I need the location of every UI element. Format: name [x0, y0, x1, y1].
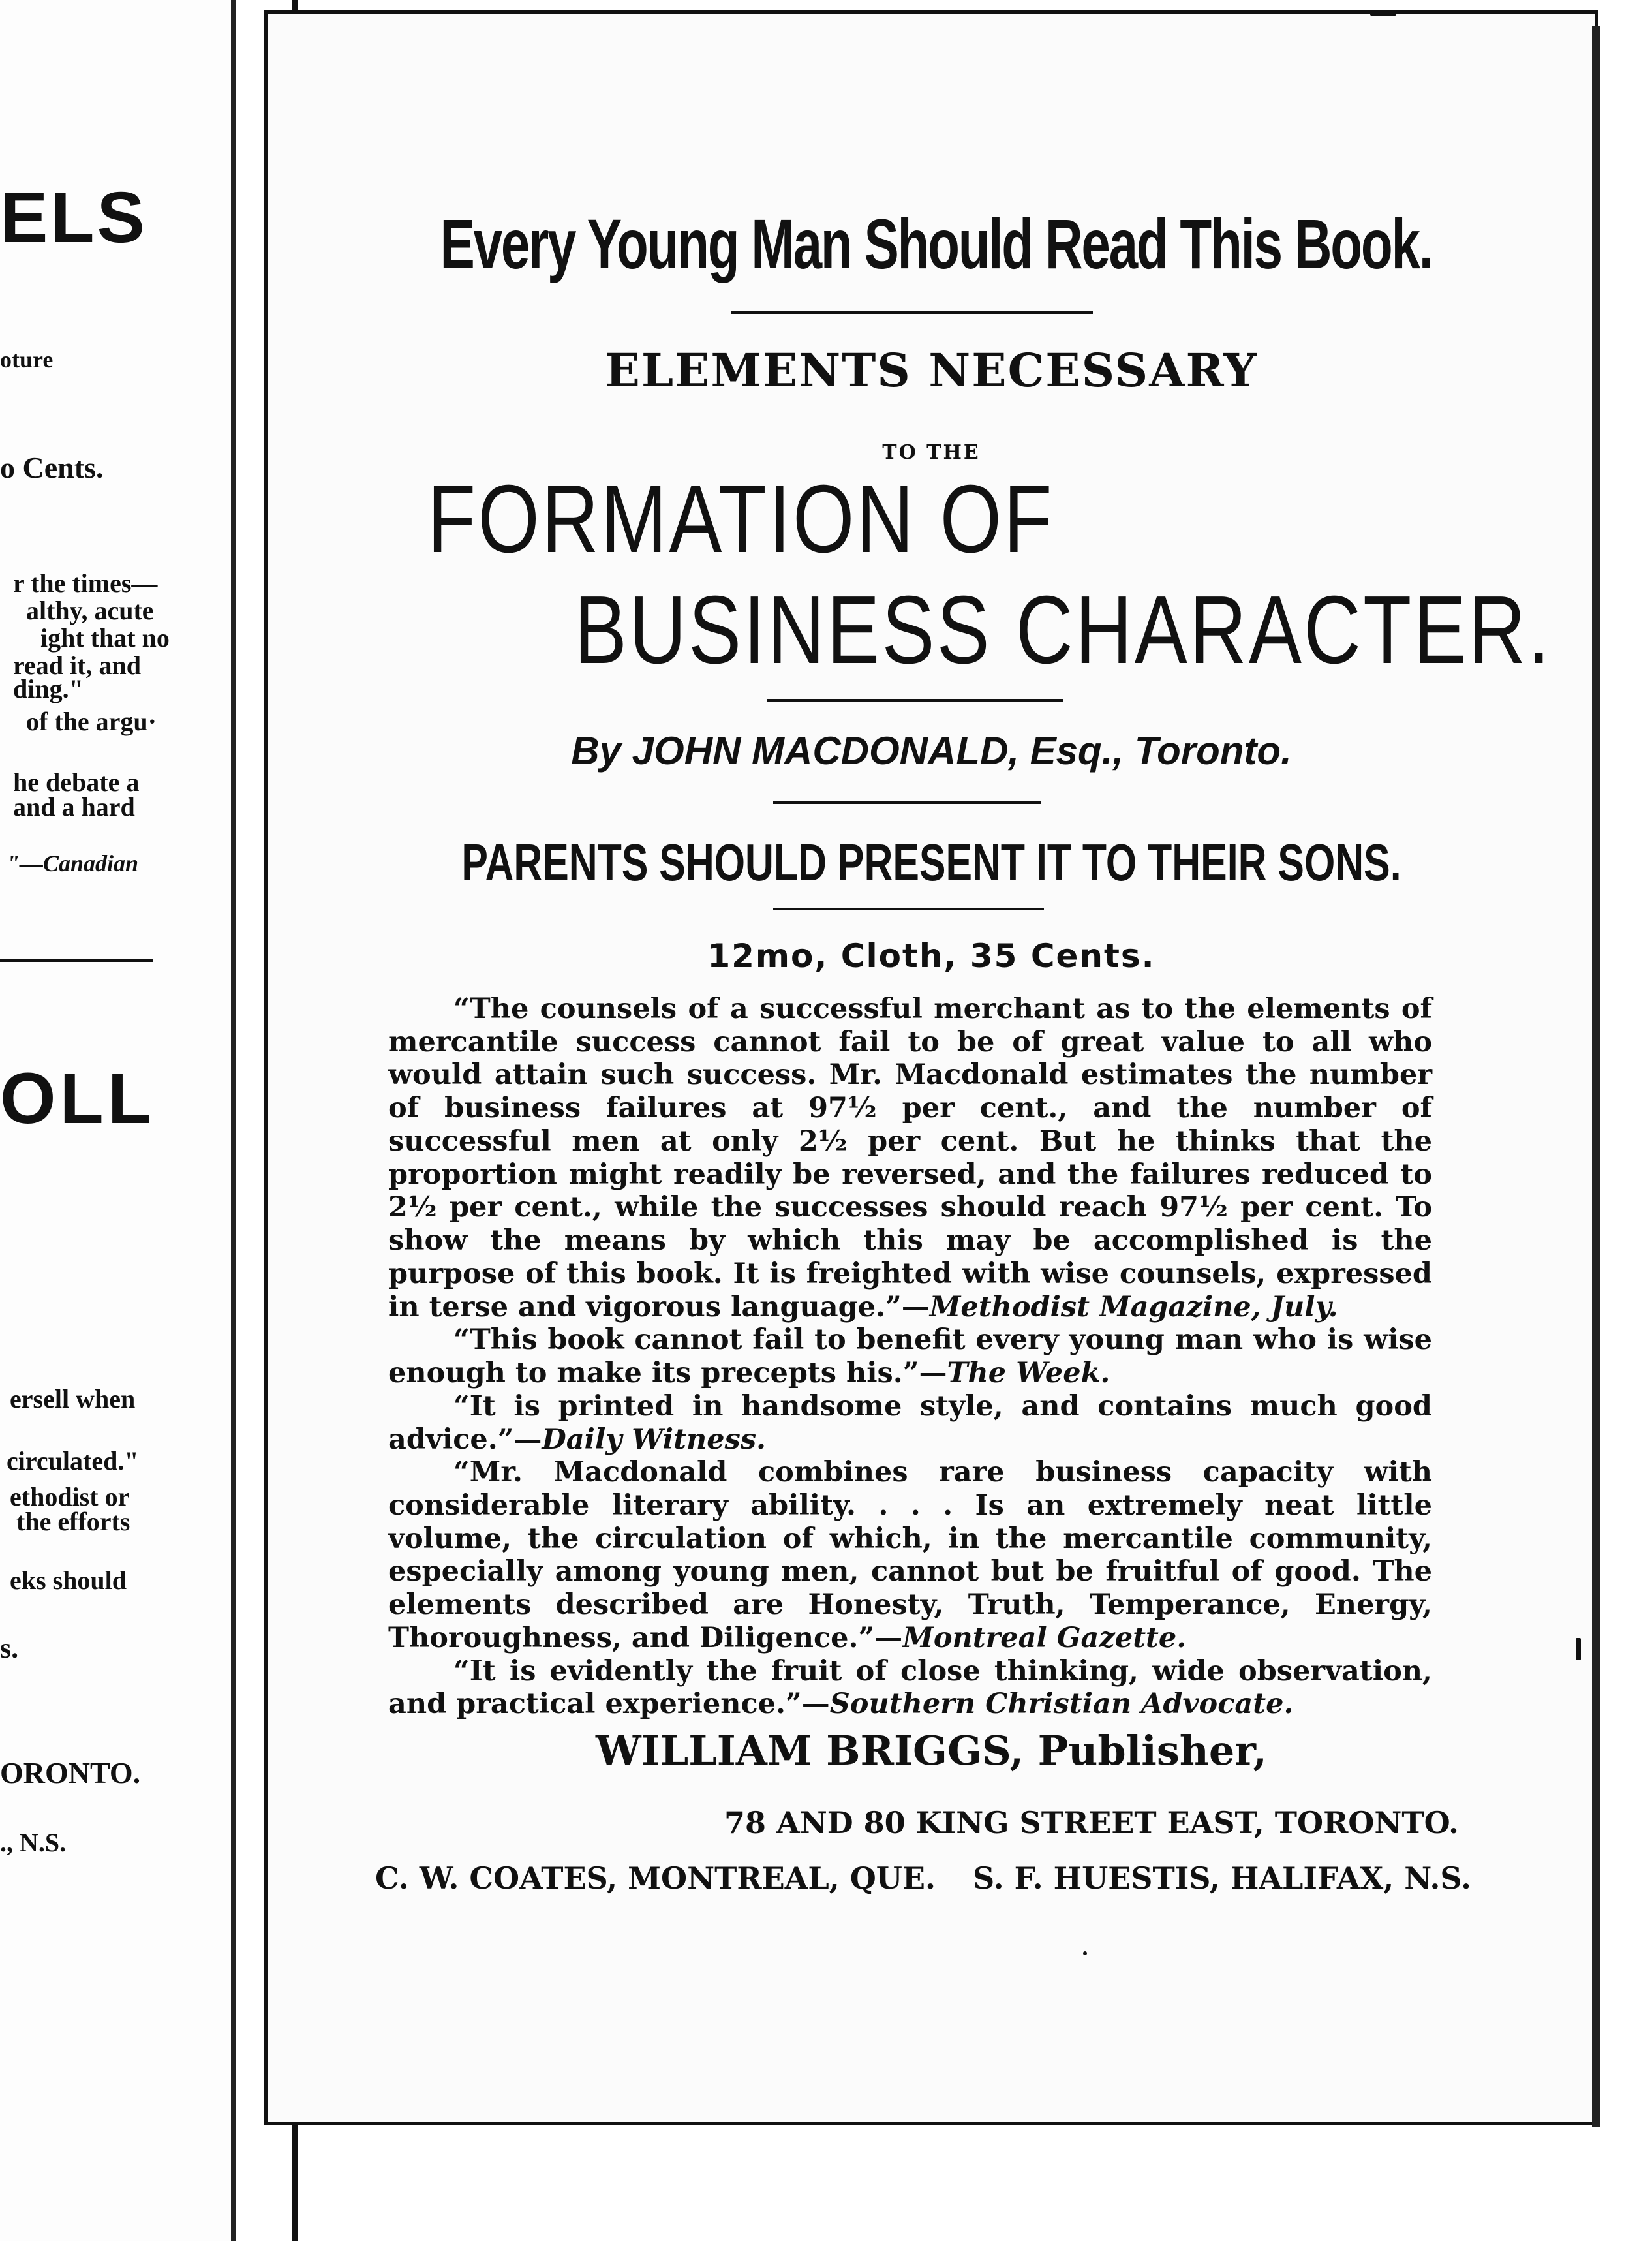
reviews-block [388, 993, 1432, 1721]
headline-rule [731, 311, 1093, 314]
left-page-fragment: o Cents. [0, 451, 104, 484]
review-text: “Mr. Macdonald combines rare business capacity with considerable literary ability. . . . Is an extremely neat little volume, the circulation of which, in the mercantile community, especially among young men, cannot but be fruitful of good. The elements described are Honesty, Truth, Temperance, Energy, Thoroughness, and Diligence.”— [388, 1456, 1432, 1654]
scan-speck [1083, 1951, 1087, 1955]
publisher-address: 78 AND 80 KING STREET EAST, TORONTO. [724, 1805, 1460, 1840]
left-page-fragment: circulated." [7, 1446, 139, 1476]
left-page-edge [231, 0, 236, 2241]
parents-line: PARENTS SHOULD PRESENT IT TO THEIR SONS. [461, 833, 1401, 891]
author-line: By JOHN MACDONALD, Esq., Toronto. [571, 729, 1292, 773]
left-page-fragment: read it, and [13, 651, 141, 680]
left-page-fragment: ersell when [10, 1384, 136, 1414]
agent-halifax: S. F. HUESTIS, HALIFAX, N.S. [973, 1861, 1471, 1896]
left-page-fragment: the efforts [16, 1507, 130, 1536]
left-page-fragment: r the times— [13, 568, 158, 598]
review-text: “The counsels of a successful merchant as to the elements of mercantile success cannot fail to be of great value to all who would attain such success. Mr. Macdonald estimates the number of business failures at 97½ per cent., and the number of successful men at only 2½ per cent. But he thinks that the proportion might readily be reversed, and the failures reduced to 2½ per cent., while the successes should reach 97½ per cent. To show the means by which this may be accomplished is the purpose of this book. It is freighted with wise counsels, expressed in terse and vigorous language.”— [388, 993, 1432, 1323]
left-page-fragment: s. [0, 1632, 19, 1664]
review-quote [388, 1390, 1432, 1456]
left-page-fragment: ethodist or [10, 1482, 130, 1511]
review-quote [388, 993, 1432, 1323]
review-source: Southern Christian Advocate. [829, 1688, 1294, 1721]
left-page-fragment: althy, acute [26, 596, 154, 625]
author-rule [773, 801, 1041, 804]
page-edge-shadow [1592, 26, 1600, 2127]
left-page-fragment: he debate a [13, 767, 140, 797]
parents-rule [773, 908, 1044, 910]
review-text: “It is printed in handsome style, and contains much good advice.”— [388, 1389, 1432, 1456]
publisher-line: WILLIAM BRIGGS, Publisher, [595, 1727, 1268, 1774]
headline: Every Young Man Should Read This Book. [440, 204, 1432, 283]
title-rule [767, 699, 1063, 702]
left-page-fragment: ding." [13, 674, 84, 703]
left-page-fragment: ., N.S. [0, 1828, 67, 1857]
advertisement-page [264, 10, 1598, 2125]
title-line-1: FORMATION OF [427, 465, 1054, 573]
agents-line [375, 1861, 1471, 1896]
review-source: Methodist Magazine, July. [929, 1290, 1338, 1323]
title-line-2: BUSINESS CHARACTER. [574, 576, 1552, 684]
review-quote [388, 1456, 1432, 1654]
left-page-fragment: ORONTO. [0, 1756, 141, 1789]
left-page-fragment: eks should [10, 1566, 127, 1595]
left-page-fragment: OLL [0, 1059, 155, 1139]
left-page-fragment: of the argu· [26, 707, 157, 736]
left-page-fragment: "—Canadian [7, 850, 139, 876]
review-source: Daily Witness. [542, 1423, 767, 1456]
subhead: ELEMENTS NECESSARY [605, 343, 1258, 397]
left-page-fragment: ELS [0, 178, 147, 258]
review-source: The Week. [947, 1357, 1110, 1390]
review-source: Montreal Gazette. [902, 1621, 1187, 1654]
left-facing-page [0, 0, 245, 2241]
review-quote [388, 1655, 1432, 1721]
review-text: “This book cannot fail to benefit every young man who is wise enough to make its precepts his.”— [388, 1323, 1432, 1390]
left-page-rule [0, 959, 153, 962]
scan-speck [1370, 13, 1396, 16]
left-page-fragment: ight that no [40, 623, 170, 653]
left-page-fragment: and a hard [13, 792, 135, 822]
agent-montreal: C. W. COATES, MONTREAL, QUE. [375, 1861, 936, 1896]
review-quote [388, 1323, 1432, 1389]
to-the-label: TO THE [882, 441, 981, 464]
left-page-fragment: oture [0, 347, 54, 373]
scan-speck [1576, 1638, 1581, 1660]
review-text: “It is evidently the fruit of close thinking, wide observation, and practical experience.”— [388, 1654, 1432, 1721]
price-line: 12mo, Cloth, 35 Cents. [707, 937, 1155, 975]
